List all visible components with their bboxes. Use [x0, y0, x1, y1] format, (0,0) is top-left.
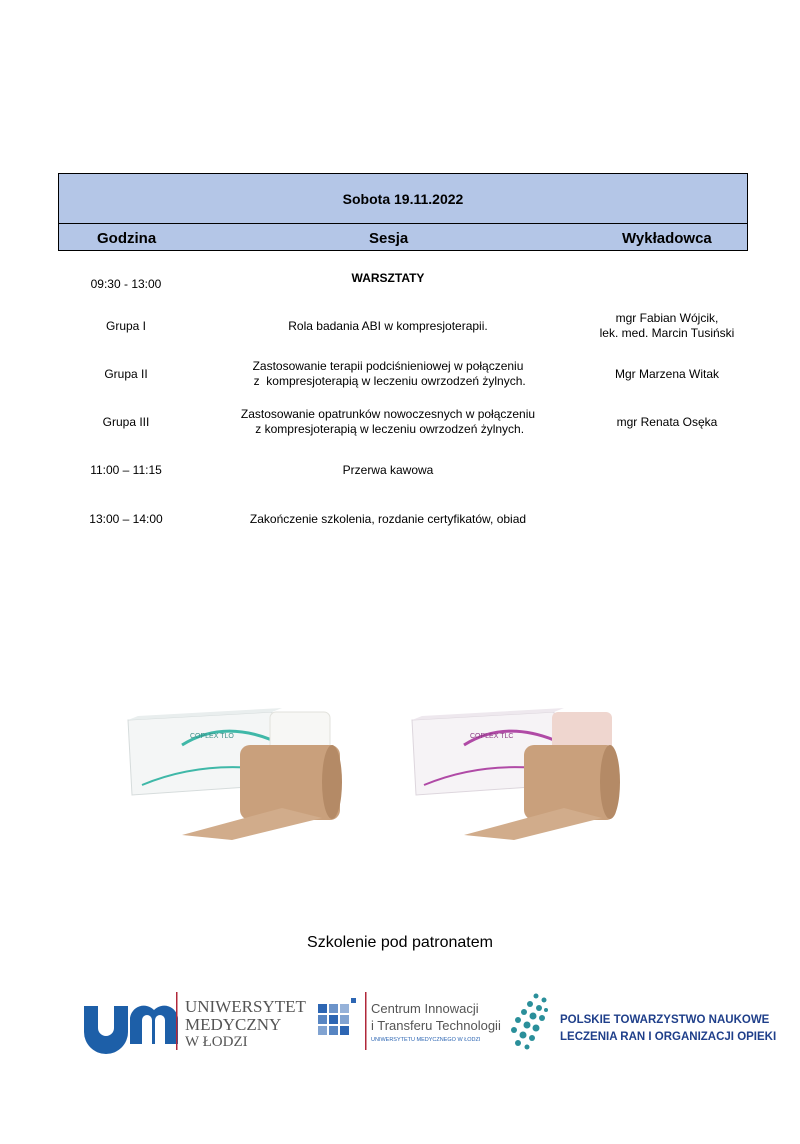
session-line: z kompresjoterapią w leczeniu owrzodzeń żylnych. — [251, 422, 525, 436]
box-label: COPLEX TLO — [190, 733, 234, 740]
column-headers — [59, 224, 747, 250]
product-image-left — [122, 690, 352, 840]
session-line: Zastosowanie terapii podciśnieniowej w połączeniu — [252, 359, 524, 373]
society-line: POLSKIE TOWARZYSTWO NAUKOWE — [560, 1014, 770, 1026]
session-line: z kompresjoterapią w leczeniu owrzodzeń żylnych. — [250, 374, 526, 388]
patronage-caption: Szkolenie pod patronatem — [307, 934, 493, 951]
society-logo-icon — [511, 994, 548, 1050]
patron-logos — [84, 988, 777, 1058]
center-line: Centrum Innowacji — [371, 1001, 479, 1016]
session-cell: Przerwa kawowa — [342, 463, 434, 477]
time-cell: 11:00 – 11:15 — [90, 463, 162, 477]
citt-logo-icon — [318, 998, 356, 1035]
box-label: COPLEX TLC — [470, 733, 514, 740]
product-image-right — [384, 690, 624, 840]
workshops-heading: WARSZTATY — [351, 271, 425, 285]
lecturer-cell: mgr Renata Osęka — [616, 415, 718, 429]
day-title: Sobota 19.11.2022 — [59, 174, 747, 224]
column-header-time: Godzina — [97, 230, 157, 247]
group-cell: Grupa I — [105, 319, 147, 333]
lecturer-line: mgr Fabian Wójcik, — [615, 311, 719, 325]
university-line: W ŁODZI — [185, 1034, 248, 1050]
group-cell: Grupa II — [104, 367, 148, 381]
um-logo-icon — [84, 1006, 178, 1054]
time-cell: 13:00 – 14:00 — [89, 512, 163, 526]
lecturer-cell: Mgr Marzena Witak — [614, 367, 720, 381]
session-cell — [218, 407, 558, 437]
society-line: LECZENIA RAN I ORGANIZACJI OPIEKI — [560, 1031, 777, 1043]
lecturer-cell — [588, 311, 746, 341]
center-line: UNIWERSYTETU MEDYCZNEGO W ŁODZI — [371, 1037, 481, 1043]
lecturer-line: lek. med. Marcin Tusiński — [599, 326, 735, 340]
center-line: i Transferu Technologii — [371, 1018, 501, 1033]
session-cell: Zakończenie szkolenia, rozdanie certyfikatów, obiad — [249, 512, 527, 526]
session-line: Zastosowanie opatrunków nowoczesnych w połączeniu — [240, 407, 536, 421]
session-cell — [218, 359, 558, 389]
university-line: MEDYCZNY — [185, 1015, 282, 1034]
session-line: Rola badania ABI w kompresjoterapii. — [288, 319, 488, 333]
session-cell — [218, 319, 558, 334]
column-header-lecturer: Wykładowca — [622, 230, 712, 247]
group-cell: Grupa III — [102, 415, 150, 429]
schedule-header — [58, 173, 748, 251]
time-cell: 09:30 - 13:00 — [90, 277, 162, 291]
column-header-session: Sesja — [369, 230, 409, 247]
university-line: UNIWERSYTET — [185, 997, 306, 1016]
